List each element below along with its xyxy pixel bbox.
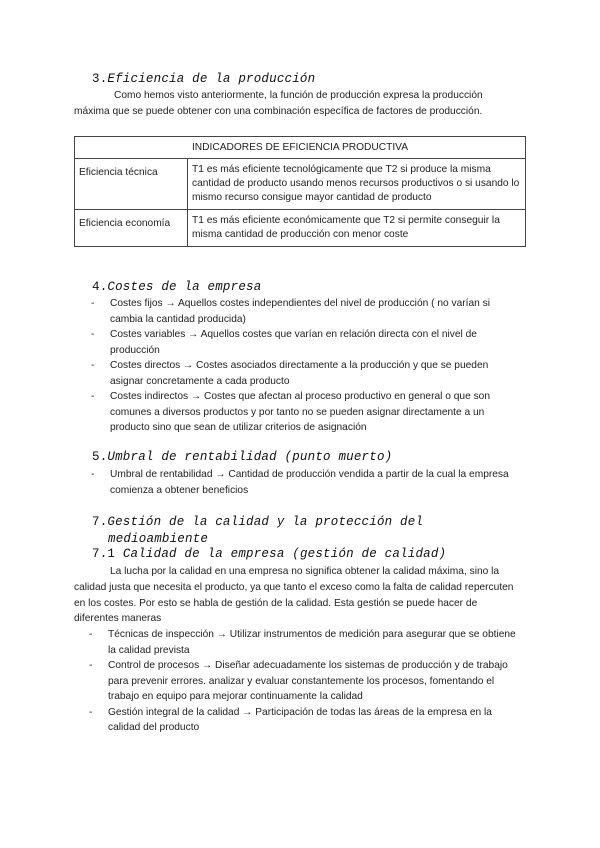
list-item [91, 358, 520, 389]
table-row-label: Eficiencia técnica [75, 159, 188, 210]
list-dash: - [91, 329, 95, 340]
section-4-number: 4. [92, 280, 108, 294]
section-4-title: Costes de la empresa [107, 280, 262, 294]
section-7-title-line2: medioambiente [108, 532, 209, 546]
table-header-row [75, 137, 526, 159]
section-3-intro-second-line: máxima que se puede obtener con una combinación específica de factores de producción. [74, 106, 483, 117]
table-row [75, 210, 526, 247]
list-dash: - [89, 660, 93, 671]
list-item [89, 627, 516, 658]
list-dash: - [91, 469, 95, 480]
section-7-number: 7. [92, 515, 108, 529]
section-7-1-title: Calidad de la empresa (gestión de calidad) [122, 547, 447, 561]
table-row-text: T1 es más eficiente económicamente que T2 si permite conseguir la misma cantidad de producción con menor coste [188, 210, 526, 247]
list-dash: - [91, 298, 95, 309]
section-3-intro-first-line: Como hemos visto anteriormente, la función de producción expresa la producción [114, 90, 483, 101]
section-7-1-intro-rest: calidad justa que necesita el producto, ya que tanto el exceso como la falta de calidad repercuten en los costes. Por esto se habla de gestión de la calidad. Esta gestión se puede hacer de diferentes maneras [74, 582, 514, 624]
section-7-1-heading [92, 547, 446, 561]
list-item [91, 467, 510, 498]
list-item-text: Técnicas de inspección → Utilizar instrumentos de medición para asegurar que se obtiene la calidad prevista [108, 629, 516, 656]
section-3-number: 3. [92, 72, 108, 86]
list-dash: - [91, 360, 95, 371]
section-5-heading [92, 450, 392, 464]
list-dash: - [89, 629, 93, 640]
section-5-title: Umbral de rentabilidad (punto muerto) [107, 450, 393, 464]
list-item-text: Costes directos → Costes asociados directamente a la producción y que se pueden asignar concretamente a cada producto [110, 360, 489, 387]
table-row [75, 159, 526, 210]
list-dash: - [89, 706, 93, 718]
table-row-text: T1 es más eficiente tecnológicamente que T2 si produce la misma cantidad de producto usando menos recursos productivos o si usando lo mismo recurso consigue mayor cantidad de producto [188, 159, 526, 210]
list-item [91, 389, 520, 436]
list-item-text: Umbral de rentabilidad → Cantidad de producción vendida a partir de la cual la empresa comienza a obtener beneficios [110, 469, 509, 496]
list-item-text: Gestión integral de la calidad → Participación de todas las áreas de la empresa en la calidad del producto [108, 706, 492, 733]
section-7-heading [92, 514, 423, 548]
break-even-list [91, 467, 510, 498]
section-5-number: 5. [92, 450, 108, 464]
section-4-heading [92, 280, 261, 294]
list-item-text: Control de procesos → Diseñar adecuadamente los sistemas de producción y de trabajo para prevenir errores. analizar y evaluar constantemente los procesos, fomentando el trabajo en equipo para mejorar continuamente la calidad [108, 660, 508, 702]
table-header: INDICADORES DE EFICIENCIA PRODUCTIVA [75, 137, 526, 159]
list-item-text: Costes indirectos → Costes que afectan al proceso productivo en general o que son comunes a diversos productos y por tanto no se pueden asignar directamente a un producto sino que sean de utilizar criterios de asignación [110, 391, 490, 433]
table-row-label: Eficiencia economía [75, 210, 188, 247]
costs-list [91, 296, 520, 436]
quality-management-list [89, 627, 516, 736]
section-3-title: Eficiencia de la producción [107, 72, 316, 86]
list-item-text: Costes fijos → Aquellos costes independientes del nivel de producción ( no varían si cambia la cantidad producida) [110, 298, 490, 325]
list-item [89, 705, 516, 736]
section-3-heading [92, 72, 315, 86]
list-item [91, 327, 520, 358]
list-item [91, 296, 520, 327]
list-item [89, 658, 516, 705]
list-item-text: Costes variables → Aquellos costes que varían en relación directa con el nivel de producción [110, 329, 477, 356]
section-7-1-number: 7.1 [92, 547, 116, 561]
efficiency-indicators-table [74, 136, 526, 247]
list-dash: - [91, 391, 95, 402]
section-7-title-line1: Gestión de la calidad y la protección del [107, 515, 424, 529]
section-7-1-intro-first-line: La lucha por la calidad en una empresa no significa obtener la calidad máxima, sino la [110, 566, 500, 577]
